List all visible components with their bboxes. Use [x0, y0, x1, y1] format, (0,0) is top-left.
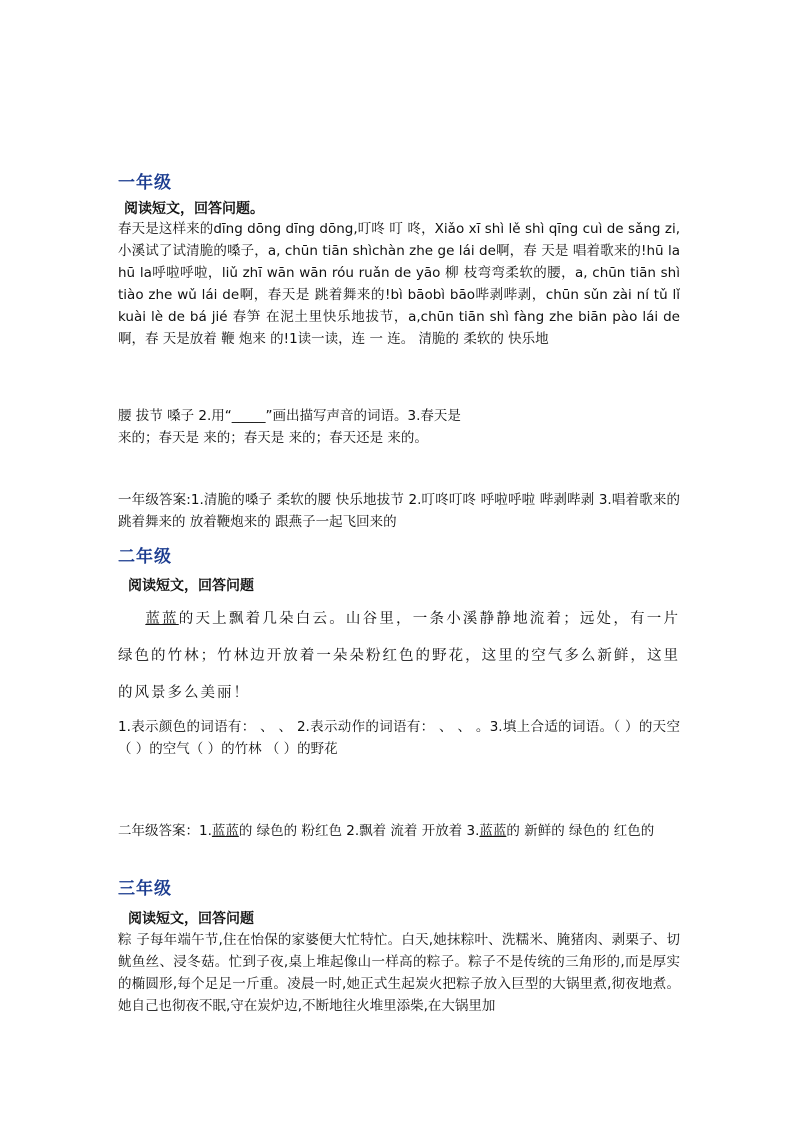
grade2-passage [118, 601, 680, 712]
passage-indent [118, 611, 145, 627]
passage-text: 的天上飘着几朵白云。山谷里，一条小溪静静地流着；远处，有一片绿色的竹林；竹林边开放着一朵朵粉红色的野花，这里的空气多么新鲜，这里的风景多么美丽！ [118, 611, 681, 701]
grade2-answer [118, 820, 680, 842]
grade2-questions: 1.表示颜色的词语有： 、 、 2.表示动作的词语有： 、 、 。3.填上合适的词语。（ ）的天空 （ ）的空气（ ）的竹林 （ ）的野花 [118, 719, 680, 757]
answer-middle: 的 绿色的 粉红色 2.飘着 流着 开放着 3. [238, 823, 480, 839]
answer-underlined-1: 蓝蓝 [211, 823, 239, 839]
grade3-passage: 粽 子每年端午节,住在怡保的家婆便大忙特忙。白天,她抹粽叶、洗糯米、腌猪肉、剥栗子、切鱿鱼丝、浸冬菇。忙到子夜,桌上堆起像山一样高的粽子。粽子不是传统的三角形的,而是厚实的椭圆形,每个足足一斤重。凌晨一时,她正式生起炭火把粽子放入巨型的大锅里煮,彻夜地煮。她自己也彻夜不眠,守在炭炉边,不断地往火堆里添柴,在大锅里加 [118, 932, 680, 1014]
grade1-question-line2: 来的；春天是 来的；春天是 来的；春天还是 来的。 [118, 430, 428, 446]
grade2-heading: 二年级 [118, 547, 172, 567]
grade1-subtitle: 阅读短文，回答问题。 [124, 201, 264, 217]
grade1-question-line1: 腰 拔节 嗓子 2.用“_____”画出描写声音的词语。3.春天是 [118, 408, 461, 424]
grade3-heading: 三年级 [118, 879, 172, 899]
grade1-answer: 一年级答案:1.清脆的嗓子 柔软的腰 快乐地拔节 2.叮咚叮咚 呼啦呼啦 哔剥哔剥 3.唱着歌来的 跳着舞来的 放着鞭炮来的 跟燕子一起飞回来的 [118, 492, 680, 530]
underlined-word: 蓝蓝 [145, 611, 179, 627]
answer-underlined-2: 蓝蓝 [479, 823, 507, 839]
answer-rest: 的 新鲜的 绿色的 红色的 [506, 823, 655, 839]
grade1-heading: 一年级 [118, 173, 172, 193]
answer-prefix: 二年级答案：1. [118, 823, 212, 839]
grade3-subtitle: 阅读短文，回答问题 [128, 911, 254, 927]
grade2-subtitle: 阅读短文，回答问题 [128, 578, 254, 594]
grade1-passage: 春天是这样来的dīng dōng dīng dōng,叮咚 叮 咚，Xiǎo xī shì lě shì qīng cuì de sǎng zi,小溪试了试清脆的嗓子，a, chūn tiān shìchàn zhe ge lái de啊，春 天是 唱着歌来的!hū la hū la呼啦呼啦，liǔ zhī wān wān róu ruǎn de yāo 柳 枝弯弯柔软的腰，a, chūn tiān shì tiào zhe wǔ lái de啊，春天是 跳着舞来的!bì bāobì bāo哔剥哔剥，chūn sǔn zài ní tǔ lǐ kuài lè de bá jié 春笋 在泥土里快乐地拔节，a,chūn tiān shì fàng zhe biān pào lái de啊，春 天是放着 鞭 炮来 的!1读一读，连 一 连。 清脆的 柔软的 快乐地 [118, 221, 680, 347]
